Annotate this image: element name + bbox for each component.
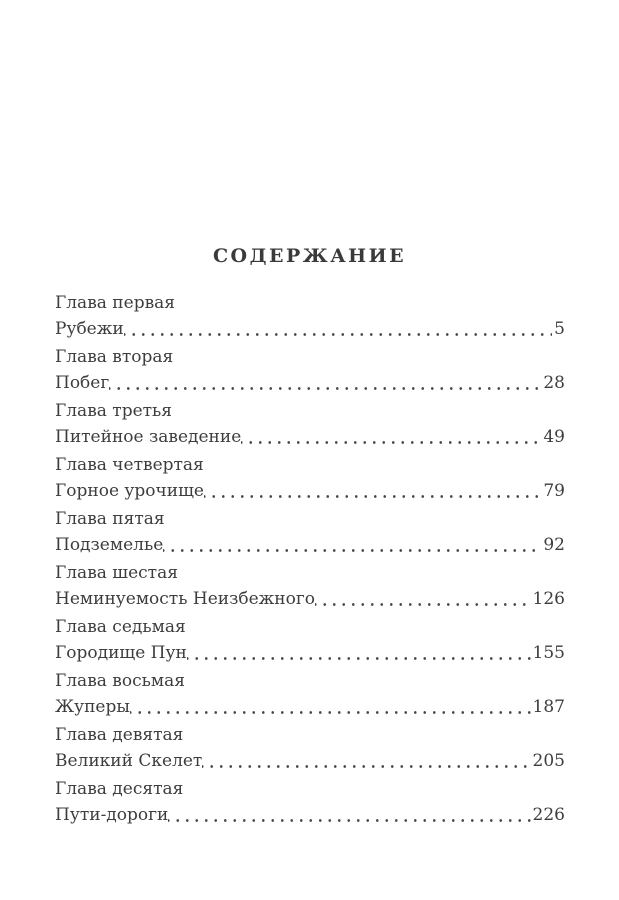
page-number: 155 xyxy=(532,643,565,663)
chapter-title: Городище Пун xyxy=(55,643,187,663)
chapter-title: Великий Скелет xyxy=(55,751,203,771)
page-number: 126 xyxy=(532,589,565,609)
chapter-label: Глава вторая xyxy=(55,347,174,367)
chapter-label: Глава пятая xyxy=(55,509,165,529)
chapter-title: Горное урочище xyxy=(55,481,204,501)
toc-entry xyxy=(55,722,565,774)
chapter-label: Глава шестая xyxy=(55,563,178,583)
chapter-title: Рубежи xyxy=(55,319,124,339)
page-number: 226 xyxy=(532,805,565,825)
toc-entry xyxy=(55,344,565,396)
page-number: 49 xyxy=(543,427,565,447)
toc-entry-row xyxy=(55,532,565,558)
chapter-label: Глава десятая xyxy=(55,779,184,799)
page-number: 205 xyxy=(532,751,565,771)
dot-leader xyxy=(124,316,552,342)
page-number: 5 xyxy=(554,319,565,339)
page-number: 187 xyxy=(532,697,565,717)
page-number: 79 xyxy=(543,481,565,501)
dot-leader xyxy=(315,586,531,612)
contents-title: СОДЕРЖАНИЕ xyxy=(212,245,407,267)
dot-leader xyxy=(202,748,530,774)
dot-leader xyxy=(163,532,541,558)
dot-leader xyxy=(241,424,541,450)
chapter-title: Подземелье xyxy=(55,535,164,555)
chapter-title: Питейное заведение xyxy=(55,427,242,447)
chapter-title: Жуперы xyxy=(55,697,130,717)
dot-leader xyxy=(109,370,541,396)
toc-entry xyxy=(55,398,565,450)
toc-entry-row xyxy=(55,748,565,774)
chapter-title: Пути-дороги xyxy=(55,805,169,825)
toc-entry-row xyxy=(55,316,565,342)
toc-entry-row xyxy=(55,694,565,720)
page-number: 92 xyxy=(543,535,565,555)
dot-leader xyxy=(130,694,531,720)
chapter-label: Глава девятая xyxy=(55,725,184,745)
toc-entry-row xyxy=(55,640,565,666)
chapter-label: Глава седьмая xyxy=(55,617,186,637)
toc-entry xyxy=(55,560,565,612)
toc-entry-row xyxy=(55,424,565,450)
toc-entry-row xyxy=(55,478,565,504)
toc-entry xyxy=(55,776,565,828)
toc-entry xyxy=(55,614,565,666)
toc-entry-row xyxy=(55,586,565,612)
chapter-label: Глава четвертая xyxy=(55,455,204,475)
dot-leader xyxy=(187,640,531,666)
toc-entry xyxy=(55,506,565,558)
chapter-title: Побег xyxy=(55,373,110,393)
dot-leader xyxy=(204,478,541,504)
toc-entry xyxy=(55,290,565,342)
toc-list xyxy=(55,290,565,828)
toc-entry xyxy=(55,452,565,504)
toc-entry xyxy=(55,668,565,720)
chapter-label: Глава третья xyxy=(55,401,173,421)
dot-leader xyxy=(168,802,530,828)
toc-entry-row xyxy=(55,370,565,396)
chapter-label: Глава восьмая xyxy=(55,671,185,691)
toc-entry-row xyxy=(55,802,565,828)
chapter-title: Неминуемость Неизбежного xyxy=(55,589,316,609)
page-number: 28 xyxy=(543,373,565,393)
chapter-label: Глава первая xyxy=(55,293,176,313)
